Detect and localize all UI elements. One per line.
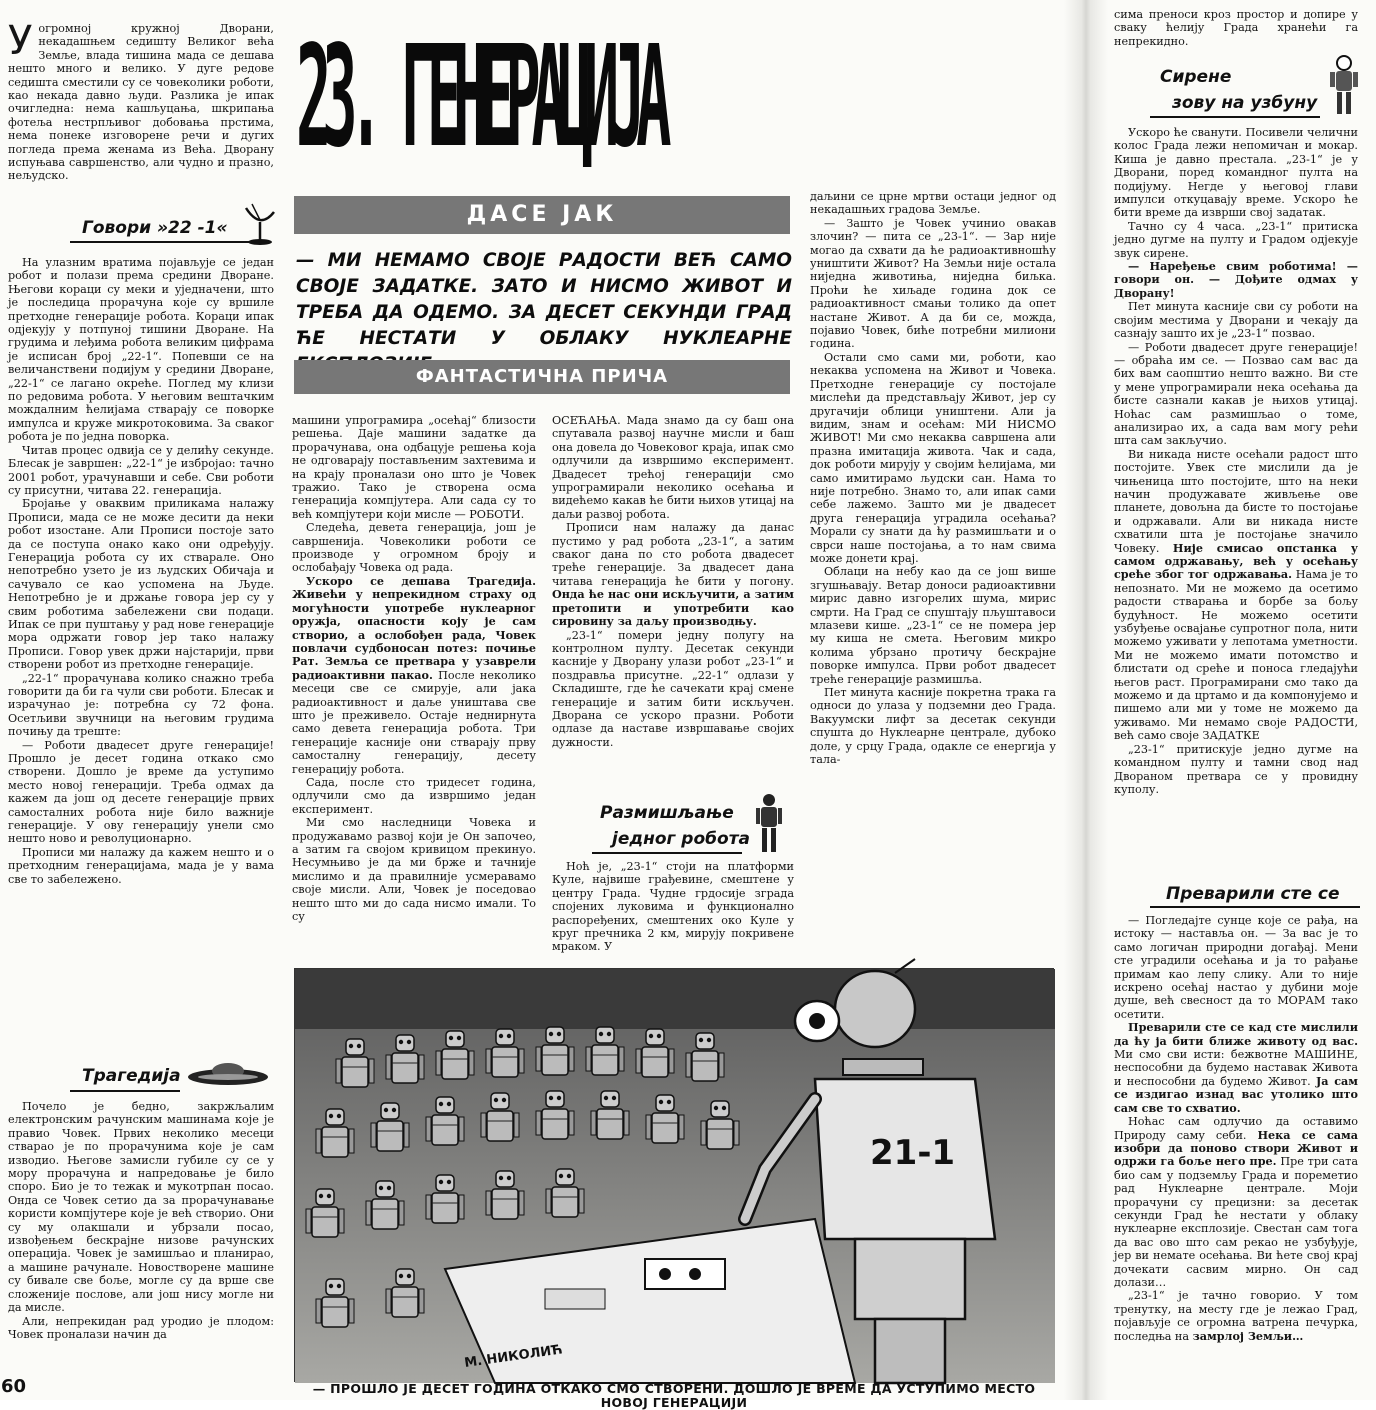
column-5-bottom — [1114, 914, 1358, 1394]
paragraph: — Роботи двадесет друге генерације! — обраћа им се. — Позвао сам вас да бих вам саопштио нешто важно. Ви сте у мене упрограмирали нека осећања да бисте сазнали какав је њихов утицај. Ноћас сам размишљао о томе, анализирао их, а сада вам могу рећи шта сам закључио. — [1114, 340, 1358, 448]
bold-passage: — Наређење свим роботима! — говори он. — Дођите одмах у Дворану! — [1114, 259, 1358, 300]
subhead-prevarili: Преварили сте се — [1166, 884, 1340, 904]
paragraph: Остали смо сами ми, роботи, као некаква успомена на Живот и Човека. Претходне генерације су постојале мислећи да представљају Живот, јер су другачији облици уништени. Али ја видим, знам и осећам: МИ НИСМО ЖИВОТ! Ми смо некаква савршена али празна имитација живота. Чак и сада, док роботи мирују у својим ћелијама, ми само имитирамо људски сан. Нама то није потребно. Знамо то, али ипак сами себе лажемо. Зашто ми је двадесет друга генерација уградила осећања? Морали су знати да ћу размишљати и о сврси наше постојања, а то нам свима може донети крај. — [810, 350, 1056, 565]
paragraph: Ми смо наследници Човека и продужавамо развој који је Он започео, а затим га својом кривицом прекинуо. Несумњиво је да ми брже и тачније мислимо и да правилније усмеравамо своје мисли. Али, Човек је поседовао нешто што ми до сада нисмо имали. То су — [292, 816, 536, 924]
paragraph: — Зашто је Човек учинио овакав злочин? — пита се „23-1“. — Зар није могао да схвати да ће радиоактивношћу уништити Живот? На Земљи није остала ниједна животиња, ниједна биљка. Проћи ће хиљаде година док се радиоактивност смањи толико да опет настане Живот. А да би се, можда, појавио Човек, биће потребни милиони година. — [810, 216, 1056, 351]
paragraph: Ускоро се дешава Трагедија. Живећи у непрекидном страху од могућности употребе нуклеарног оружја, опасности коју је сам створио, а ослобођен рада, Човек повлачи судбоносан потез: почиње Рат. Земља се претвара у узаврели радиоактивни пакао. После неколико месеци све се смирује, али јака радиоактивност и даље уништава све што је преживело. Остаје неднирнута само девета генерација робота. Три генерације касније они стварају прву самосталну генерацију, десету генерацију робота. — [292, 573, 537, 776]
illustration-caption: — ПРОШЛО ЈЕ ДЕСЕТ ГОДИНА ОТКАКО СМО СТВОРЕНИ. ДОШЛО ЈЕ ВРЕМЕ ДА УСТУПИМО МЕСТО НОВОЈ ГЕНЕРАЦИЈИ — [312, 1381, 1036, 1410]
paragraph: Читав процес одвија се у делићу секунде. Блесак је завршен: „22-1“ је избројао: тачно 2001 робот, урачунавши и себе. Сви роботи су присутни, читава 22. генерација. — [8, 443, 274, 497]
subhead-sirene: Сирене зову на узбуну — [1160, 67, 1318, 113]
paragraph: Прописи нам налажу да данас пустимо у рад робота „23-1“, а затим сваког дана по сто робота двадесет треће генерације. За двадесет дана читава генерација ће бити у погону. Онда ће нас они искључити, а затим претопити и употребити као сировину за даљу производњу. — [552, 521, 794, 629]
subhead-govori: Говори »22 -1« — [82, 218, 228, 238]
bold-passage: Преварили сте се кад сте мислили да ћу ја бити ближе животу од вас. — [1114, 1020, 1358, 1048]
column-3 — [552, 414, 794, 788]
robot-figure-icon — [752, 792, 786, 856]
satellite-dish-icon — [242, 200, 278, 246]
paragraph: — Погледајте сунце које се рађа, на истоку — наставља он. — За вас је то само логичан природни догађај. Мени сте уградили осећања и ја то рађање примам као лепу слику. Али то није искрено осећај настао у дубини моје душе, већ свесност да то МОРАМ тако осетити. — [1114, 914, 1358, 1021]
paragraph: машини упрограмира „осећај“ близости решења. Даје машини задатке да прорачунава, она одбацује решења која не одговарају постављеним захтевима и на крају проналази оно што је Човек тражио. Тако је створена осма генерација компјутера. Али сада су то већ компјутери који мисле — РОБОТИ. — [292, 414, 536, 521]
paragraph: „23-1“ помери једну полугу на контролном пулту. Десетак секунди касније у Дворану улази робот „23-1“ и поздравља присутне. „22-1“ одлази у Складиште, где ће сачекати крај смене генерације и затим бити искључен. Дворана се ускоро празни. Роботи одлазе да наставе извршавање својих дужности. — [552, 628, 794, 749]
bold-passage: Нека се сама изобри да поново створи Живот и одржи га боље него пре. — [1114, 1127, 1358, 1169]
robot-illustration — [294, 968, 1054, 1382]
paragraph: Облаци на небу као да се још више згушњавају. Ветар доноси радиоактивни мирис давно изгорелих шума, мирис смрти. На Град се спуштају пљуштавоси млазеви кише. „23-1“ се не помера јер му киша не смета. Његовим микро колима убрзано протичу бескрајне поворке импулса. Први робот двадесет треће генерације размишља. — [810, 565, 1056, 686]
paragraph: Ви никада нисте осећали радост што постојите. Увек сте мислили да је чињеница што постојите, што на неки начин продужавате живљење ове планете, довољна да бисте то постојање и одржавали. Али ви никада нисте схватили шта је постојање значило Човеку. Није смисао опстанка у самом одржавању, већ у осећању среће због тог одржавања. Нама је то непознато. Ми не можемо да осетимо радости стварања и борбе за бољу будућност. Не можемо осетити узбуђење освајање супротног пола, нити можемо уживати у лепотама уметности. Ми не можемо имати потомство и блистати од среће и поноса гледајући његов раст. Програмирани смо тако да можемо и да цртамо и да компонујемо и пишемо али ми у томе не можемо да уживамо. Ми немамо своје РАДОСТИ, већ само своје ЗАДАТКЕ — [1114, 447, 1359, 743]
astronaut-figure-icon — [1326, 54, 1362, 118]
paragraph: Сада, после сто тридесет година, одлучили смо да извршимо један експеримент. — [292, 775, 536, 816]
paragraph: Ноћас сам одлучио да оставимо Природу саму себи. Нека се сама изобри да поново створи Живот и одржи га боље него пре. Пре три сата био сам у подземљу Града и пореметио рад Нуклеарне централе. Моји прорачуни су прецизни: за десетак секунди Град ће нестати у облаку нуклеарне експлозије. Свестан сам тога да вас ово што сам рекао не узбуђује, јер ви немате осећања. Ви ћете свој крај дочекати сасвим мирно. Он сад долази… — [1114, 1115, 1358, 1289]
lead-text: — МИ НЕМАМО СВОЈЕ РАДОСТИ ВЕЋ САМО СВОЈЕ ЗАДАТКЕ. ЗАТО И НИСМО ЖИВОТ И ТРЕБА ДА ОДЕМО. ЗА ДЕСЕТ СЕКУНДИ ГРАД ЋЕ НЕСТАТИ У ОБЛАКУ НУКЛЕАРНЕ — [296, 250, 792, 349]
paragraph: Али, непрекидан рад уродио је плодом: Човек проналази начин да — [8, 1314, 274, 1341]
intro-paragraph: огромној кружној Дворани, некадашњем седишту Великог већа Земље, влада тишина мада се дешава нешто много и велико. У дуге редове седишта сместили су се човеколики роботи, као некада давно људи. Разлика је ипак очигледна: нема кашљуцања, шкрипања фотеља нестрпљивог добовања прстима, нема понеке изговорене речи и дугих погледа према женама из Већа. Дворану испуњава савршенство, али чудно и празно, нељудско. — [8, 22, 274, 183]
paragraph: даљини се црне мртви остаци једног од некадашњих градова Земље. — [810, 190, 1056, 217]
paragraph: Пет минута касније сви су роботи на својим местима у Дворани и чекају да сазнају зашто их је „23-1“ позвао. — [1114, 300, 1358, 341]
genre-bar — [294, 360, 790, 394]
subhead-underline — [1150, 116, 1320, 118]
article-title: 23. ГЕНЕРАЦИЈА — [296, 16, 663, 179]
bold-passage: Ускоро се дешава Трагедија. Живећи у непрекидном страху од могућности употребе нуклеарног оружја, опасности коју је сам створио, а ослобођен рада, Човек повлачи судбоносан потез: почиње Рат. Земља се претвара у узаврели радиоактивни пакао. — [292, 573, 536, 682]
page-number: 60 — [1, 1376, 27, 1397]
robots-in-hall-drawing — [295, 969, 1055, 1383]
column-5-main — [1114, 126, 1358, 878]
subhead-razmisljanje: Размишљање једног робота — [600, 803, 751, 849]
bold-passage: Ја сам се издигао изнад вас утолико што сам све то схватио. — [1114, 1073, 1358, 1115]
paragraph: сима преноси кроз простор и допире у сваку ћелију Града хранећи га непрекидно. — [1114, 8, 1358, 48]
paragraph: Тачно су 4 часа. „23-1“ притиска једно дугме на пулту и Градом одјекује звук сирене. — [1114, 219, 1358, 260]
subhead-underline — [70, 241, 250, 243]
paragraph: „23-1“ притискује једно дугме на командном пулту и тамни свод над Двораном претвара се у провидну куполу. — [1114, 742, 1358, 796]
paragraph: „22-1“ прорачунава колико снажно треба говорити да би га чули сви роботи. Блесак и израчунао је: потребна су 72 фона. Осетљиви звучници на његовим грудима почињу да треште: — [8, 671, 274, 739]
column-1-bottom — [8, 1100, 274, 1396]
drop-cap: У — [8, 18, 33, 64]
column-4 — [810, 190, 1056, 962]
column-5-top — [1114, 8, 1358, 52]
paragraph: Ускоро ће сванути. Посивели челични колос Града лежи непомичан и мокар. Киша је давно престала. „23-1“ је у Дворани, поред командног пулта на подијуму. Негде у његовој глави импулси откуцавају време. Ускоро ће бити време да изврши свој задатак. — [1114, 126, 1358, 220]
subhead-underline — [70, 1090, 180, 1092]
paragraph: Следећа, девета генерација, још је савршенија. Човеколики роботи се производе у огромном броју и ослобађају Човека од рада. — [292, 521, 536, 575]
paragraph: ОСЕЋАЊА. Мада знамо да су баш она спутавала развој научне мисли и баш она довела до Човековог краја, ипак смо одлучили да извршимо експеримент. Двадесет трећој генерацији смо упрограмирали неколико осећања и видећемо какав ће бити њихов утицај на даљи развој робота. — [552, 414, 794, 521]
author-bar — [294, 196, 790, 234]
subhead-underline — [1150, 906, 1360, 908]
bold-passage: Није смисао опстанка у самом одржавању, већ у осећању среће због тог одржавања. — [1114, 540, 1359, 582]
genre-label: ФАНТАСТИЧНА ПРИЧА — [415, 366, 669, 387]
bold-passage: Онда ће нас они искључити, а затим претопити и употребити као сировину за даљу производњу. — [552, 587, 794, 629]
column-2 — [292, 414, 536, 962]
paragraph: „23-1“ је тачно говорио. У том тренутку, на месту где је лежао Град, појављује се огромна ватрена печурка, последња на замрлој Земљи… — [1114, 1289, 1358, 1343]
paragraph: Бројање у оваквим приликама налажу Прописи, мада се не може десити да неки робот изостане. Али Прописи постоје зато да се поступа онако како они одређују. Генерација робота су их стварале. Оно непотребно узето је из људских Обичаја и сачувало се као успомена на Људе. Непотребно је и држање говора јер су у свим роботима забележени сви подаци. Ипак се при пуштању у рад нове генерације мора одржати говор јер тако налажу Прописи. Говор увек држи најстарији, први створени робот из претходне генерације. — [8, 497, 274, 672]
paragraph — [1114, 260, 1358, 300]
author-name: ДАСЕ ЈАК — [466, 202, 618, 227]
paragraph: На улазним вратима појављује се један робот и полази према средини Дворане. Његови кораци су меки и уједначени, што је последица прорачуна које су вршиле претходне генерације робота. Кораци ипак одјекују у потпуној тишини Дворане. На грудима и леђима робота великим цифрама је исписан број „22-1“. Попевши се на величанствени подијум у средини Дворане, „22-1“ се лагано окреће. Поглед му клизи по редовима робота. У његовим вештачким мождалним ћелијама стварају се поворке импулса и круже микротоковима. За сваког робота је по једна поворка. — [8, 256, 274, 444]
paragraph: Прописи ми налажу да кажем нешто и о претходним генерацијама, мада је у вама све то забележено. — [8, 845, 274, 886]
robot-number-label: 21-1 — [870, 1133, 956, 1173]
flying-saucer-icon — [186, 1060, 270, 1090]
subhead-tragedija: Трагедија — [82, 1066, 181, 1086]
artist-signature: М. НИКОЛИЋ — [463, 1342, 564, 1371]
column-1-top — [8, 18, 274, 214]
column-3-lower — [552, 860, 794, 964]
paragraph: Преварили сте се кад сте мислили да ћу ја бити ближе животу од вас. Ми смо сви исти: бежвотне МАШИНЕ, неспособни да будемо наставак Живота и неспособни да будемо Живот. Ја сам се издигао изнад вас утолико што сам све то схватио. — [1114, 1020, 1358, 1115]
column-1-main — [8, 256, 274, 1050]
paragraph: — Роботи двадесет друге генерације! Прошло је десет година откако смо створени. Дошло је време да уступимо место новој генерацији. Треба одмах да кажем да још од десете генерације првих самосталних робота није било важније генерације. У ову генерацију унели смо нешто ново и револуционарно. — [8, 738, 274, 846]
subhead-underline — [592, 852, 742, 854]
page-gutter — [1064, 0, 1108, 1400]
paragraph: Почело је бедно, закржљалим електронским рачунским машинама које је правио Човек. Првих неколико месеци стварао је по прорачунима које је сам изводио. Његове замисли губиле су се у мору прорачуна и напредовање је било споро. Био је то тежак и мукотрпан посао. Онда се Човек сетио да за прорачунавање користи компјутере које је већ створио. Они су му олакшали и убрзали посао, извођењем бескрајне низове рачунских операција. Човек је замишљао и планирао, а машине рачунале. Новостворене машине су бивале све боље, могле су да врше све сложеније послове, али још нису могле ни да мисле. — [8, 1100, 274, 1315]
paragraph: Пет минута касније покретна трака га односи до улаза у подземни део Града. Вакуумски лифт за десетак секунди спушта до Нуклеарне централе, дубоко доле, у срцу Града, одакле се енергија у тала- — [810, 686, 1056, 767]
bold-passage: замрлој Земљи… — [1192, 1328, 1304, 1343]
paragraph: Ноћ је, „23-1“ стоји на платформи Куле, највише грађевине, смештене у центру Града. Чудне грдосије зграда спојених луковима и функционално распоређених, смештених око Куле у круг пречника 2 км, мирују покривене мраком. У — [552, 860, 794, 954]
